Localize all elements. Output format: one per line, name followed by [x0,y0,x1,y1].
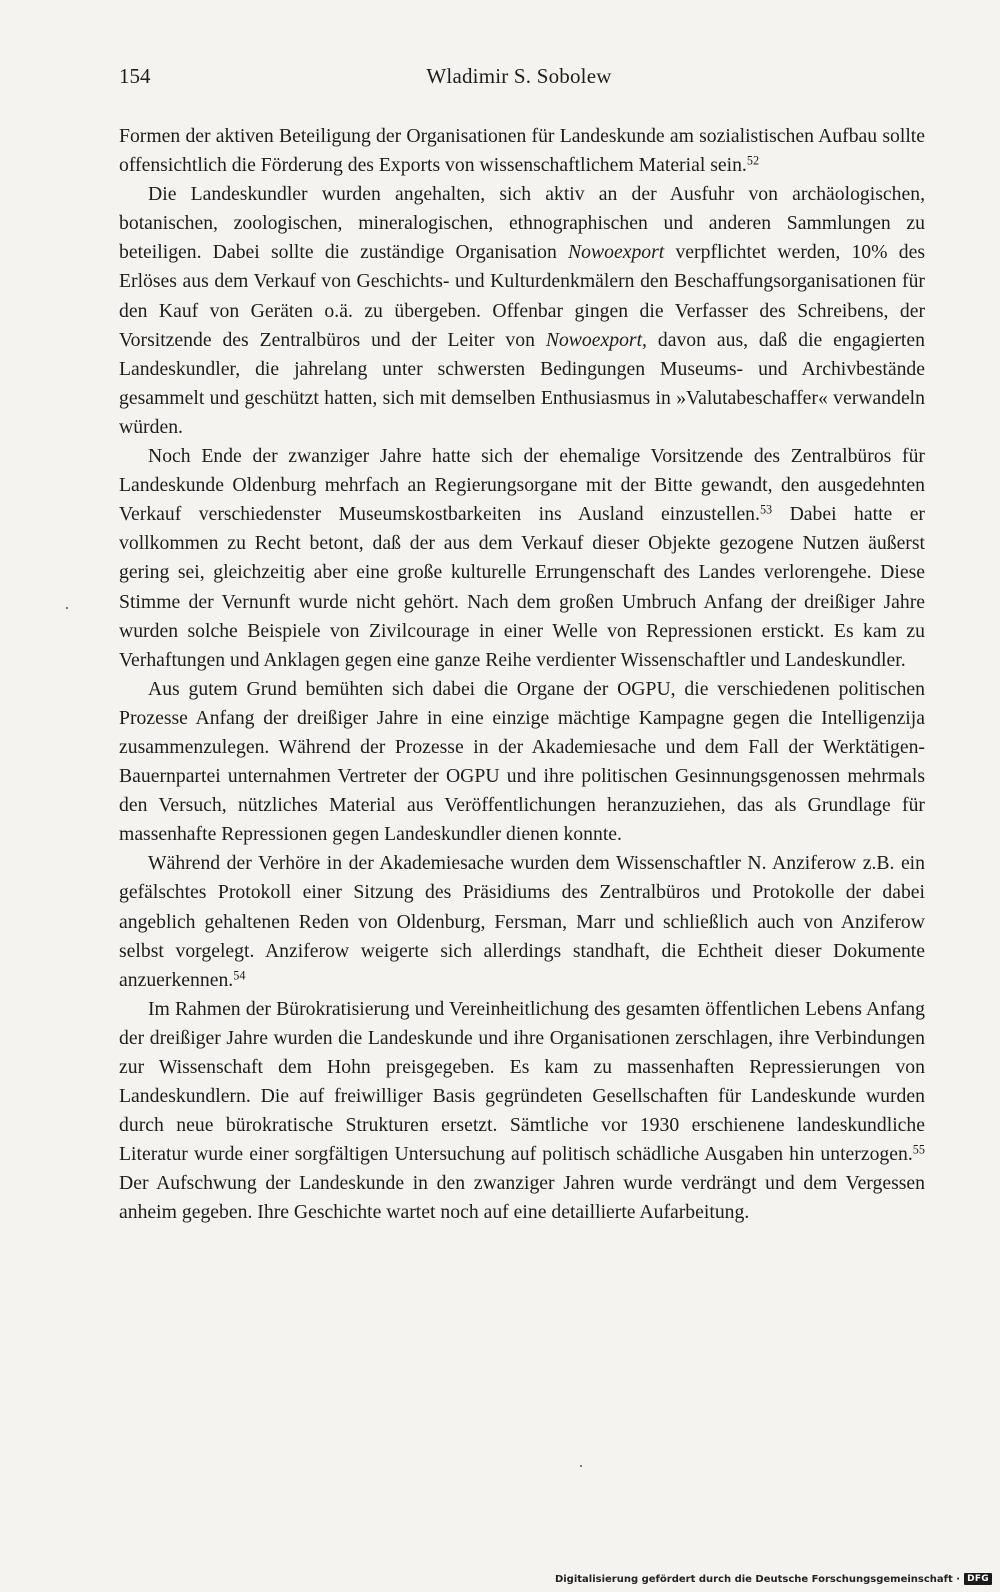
scan-speck [580,1465,582,1467]
body-paragraph [119,442,925,675]
paragraph-text: Dabei hatte er vollkommen zu Recht betont, daß der aus dem Verkauf dieser Objekte gezogene Nutzen äußerst gering sei, gleichzeitig aber eine große kulturelle Errungenschaft des Landes verlorengehe. Diese Stimme der Vernunft wurde nicht gehört. Nach dem großen Umbruch Anfang der dreißiger Jahre wurden solche Beispiele von Zivilcourage in einer Welle von Repressionen erstickt. Es kam zu Verhaftungen und Anklagen gegen eine ganze Reihe verdienter Wissenschaftler und Landeskundler. [119,503,925,671]
footnote-marker: 53 [759,502,773,517]
paragraph-text: verpflichtet werden, 10% des Erlöses aus dem Verkauf von Geschichts- und Kulturdenkmälern den Beschaffungsorganisationen für den Kauf von Geräten o.ä. zu übergeben. Offenbar gingen die Verfasser des Schreibens, der Vorsitzende des Zentralbüros und der Leiter von [119,241,925,351]
page-number: 154 [119,64,151,88]
footer-credit-text: Digitalisierung gefördert durch die Deutsche Forschungsgemeinschaft · [554,1573,961,1585]
footnote-marker: 52 [746,153,760,168]
body-paragraph [119,849,925,994]
footnote-marker: 54 [233,968,246,983]
italic-term: Nowoexport, [545,328,647,351]
paragraph-text: Aus gutem Grund bemühten sich dabei die Organe der OGPU, die verschiedenen politischen Prozesse Anfang der dreißiger Jahre in eine einzige mächtige Kampagne gegen die Intelligenzija zusammenzulegen. Während der Prozesse in der Akademiesache und dem Fall der Werktätigen-Bauernpartei unternahmen Vertreter der OGPU und ihre politischen Gesinnungsgenossen mehrmals den Versuch, nützliches Material aus Veröffentlichungen heranzuziehen, das als Grundlage für massenhafte Repressionen gegen Landeskundler dienen konnte. [119,677,925,846]
paragraph-text: Im Rahmen der Bürokratisierung und Vereinheitlichung des gesamten öffentlichen Lebens Anfang der dreißiger Jahre wurden die Landeskunde und ihre Organisationen zerschlagen, ihre Verbindungen zur Wissenschaft dem Hohn preisgegeben. Es kam zu massenhaften Repressierungen von Landeskundlern. Die auf freiwilliger Basis gegründeten Gesellschaften für Landeskunde wurden durch neue bürokratische Strukturen ersetzt. Sämtliche vor 1930 erschienene landeskundliche Literatur wurde einer sorgfältigen Untersuchung auf politisch schädliche Ausgaben hin unterzogen. [119,997,925,1166]
scan-speck [66,607,68,609]
body-paragraph [119,995,925,1228]
italic-term: Nowoexport [568,241,665,264]
paragraph-text: Der Aufschwung der Landeskunde in den zwanziger Jahren wurde verdrängt und dem Vergessen anheim gegeben. Ihre Geschichte wartet noch auf eine detaillierte Aufarbeitung. [119,1172,925,1224]
page-header [119,64,919,94]
body-text [119,122,925,1228]
digitization-footer [555,1570,992,1588]
paragraph-text: Die Landeskundler wurden angehalten, sich aktiv an der Ausfuhr von archäologischen, botanischen, zoologischen, mineralogischen, ethnographischen und anderen Sammlungen zu beteiligen. Dabei sollte die zuständige Organisation [119,183,925,264]
body-paragraph [119,122,925,180]
running-head-author: Wladimir S. Sobolew [426,64,612,88]
paragraph-text: davon aus, daß die engagierten Landeskundler, die jahrelang unter schwersten Bedingungen Museums- und Archivbestände gesammelt und geschützt hatten, sich mit demselben Enthusiasmus in »Valutabeschaffer« verwandeln würden. [119,328,925,438]
paragraph-text: Noch Ende der zwanziger Jahre hatte sich der ehemalige Vorsitzende des Zentralbüros für Landeskunde Oldenburg mehrfach an Regierungsorgane mit der Bitte gewandt, den ausgedehnten Verkauf verschiedenster Museumskostbarkeiten ins Ausland einzustellen. [119,445,925,526]
dfg-logo-icon: DFG [964,1573,992,1585]
body-paragraph [119,180,925,442]
footnote-marker: 55 [912,1142,925,1157]
paragraph-text: Formen der aktiven Beteiligung der Organisationen für Landeskunde am sozialistischen Aufbau sollte offensichtlich die Förderung des Exports von wissenschaftlichem Material sein. [119,125,925,177]
body-paragraph [119,675,925,850]
paragraph-text: Während der Verhöre in der Akademiesache wurden dem Wissenschaftler N. Anziferow z.B. ein gefälschtes Protokoll einer Sitzung des Präsidiums des Zentralbüros und Protokolle der dabei angeblich gehaltenen Reden von Oldenburg, Fersman, Marr und schließlich auch von Anziferow selbst vorgelegt. Anziferow weigerte sich allerdings standhaft, die Echtheit dieser Dokumente anzuerkennen. [119,852,925,991]
